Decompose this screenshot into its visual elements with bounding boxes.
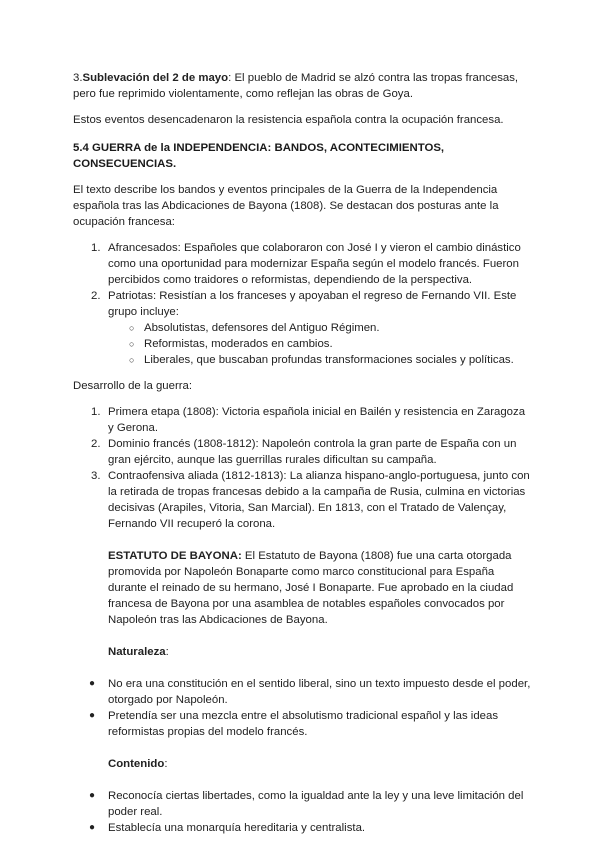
list-item: ● Pretendía ser una mezcla entre el absolutismo tradicional español y las ideas reformistas propias del modelo francés. [89, 710, 499, 738]
list-item: 2. Patriotas: Resistían a los franceses y apoyaban el regreso de Fernando VII. Este grupo incluye: [91, 290, 517, 318]
intro-item-3 [73, 70, 533, 102]
bullet-icon: ● [89, 678, 96, 689]
item-body: : El pueblo de Madrid se alzó contra las tropas francesas, pero fue reprimido violentamente, como reflejan las obras de Goya. [73, 72, 519, 100]
content-list [73, 788, 533, 836]
content-label: Contenido: [108, 758, 168, 770]
section-description: El texto describe los bandos y eventos principales de la Guerra de la Independencia española tras las Abdicaciones de Bayona (1808). Se destacan dos posturas ante la ocupación francesa: [73, 184, 499, 228]
item-number: 3. [73, 72, 83, 84]
nature-label: Naturaleza: [108, 646, 169, 658]
section-heading: 5.4 GUERRA de la INDEPENDENCIA: BANDOS, ACONTECIMIENTOS, CONSECUENCIAS. [73, 142, 445, 170]
summary-paragraph: Estos eventos desencadenaron la resistencia española contra la ocupación francesa. [73, 114, 504, 126]
bullet-icon: ● [89, 822, 96, 833]
postures-list [73, 240, 533, 320]
list-item: ● Establecía una monarquía hereditaria y centralista. [89, 822, 366, 834]
item-bold-title: Sublevación del 2 de mayo [82, 72, 229, 84]
list-item: 3. Contraofensiva aliada (1812-1813): La alianza hispano-anglo-portuguesa, junto con la retirada de tropas francesas debido a la campaña de Rusia, culmina en victorias decisivas (Arapiles, Vitoria, San Marcial). En 1813, con el Tratado de Valençay, Fernando VII recuperó la corona. [91, 470, 530, 530]
statute-paragraph: ESTATUTO DE BAYONA: El Estatuto de Bayona (1808) fue una carta otorgada promovida por Napoleón Bonaparte como marco constitucional para España durante el reinado de su hermano, José I Bonaparte. Fue aprobado en la ciudad francesa de Bayona por una asamblea de notables españoles convocados por Napoleón tras las Abdicaciones de Bayona. [108, 550, 514, 626]
list-item: 2. Dominio francés (1808-1812): Napoleón controla la gran parte de España con un gran ejército, aunque las guerrillas rurales dificultan su campaña. [91, 438, 517, 466]
list-item: ○ Reformistas, moderados en cambios. [129, 338, 333, 350]
list-item: ● No era una constitución en el sentido liberal, sino un texto impuesto desde el poder, otorgado por Napoleón. [89, 678, 531, 706]
list-item: ○ Liberales, que buscaban profundas transformaciones sociales y políticas. [129, 354, 514, 366]
bullet-icon: ● [89, 790, 96, 801]
list-item: 1. Afrancesados: Españoles que colaboraron con José I y vieron el cambio dinástico como una oportunidad para modernizar España según el modelo francés. Fueron percibidos como traidores o reformistas, dependiendo de la perspectiva. [91, 242, 521, 286]
patriot-groups-list [73, 320, 533, 368]
document-page [73, 70, 533, 836]
war-stages-list [73, 404, 533, 532]
nature-list [73, 676, 533, 740]
statute-title: ESTATUTO DE BAYONA: [108, 550, 242, 562]
circle-bullet-icon: ○ [129, 355, 135, 365]
bullet-icon: ● [89, 710, 96, 721]
list-item: ○ Absolutistas, defensores del Antiguo Régimen. [129, 322, 380, 334]
war-intro: Desarrollo de la guerra: [73, 380, 193, 392]
list-item: ● Reconocía ciertas libertades, como la igualdad ante la ley y una leve limitación del poder real. [89, 790, 524, 818]
circle-bullet-icon: ○ [129, 339, 135, 349]
list-item: 1. Primera etapa (1808): Victoria española inicial en Bailén y resistencia en Zaragoza y Gerona. [91, 406, 526, 434]
circle-bullet-icon: ○ [129, 323, 135, 333]
